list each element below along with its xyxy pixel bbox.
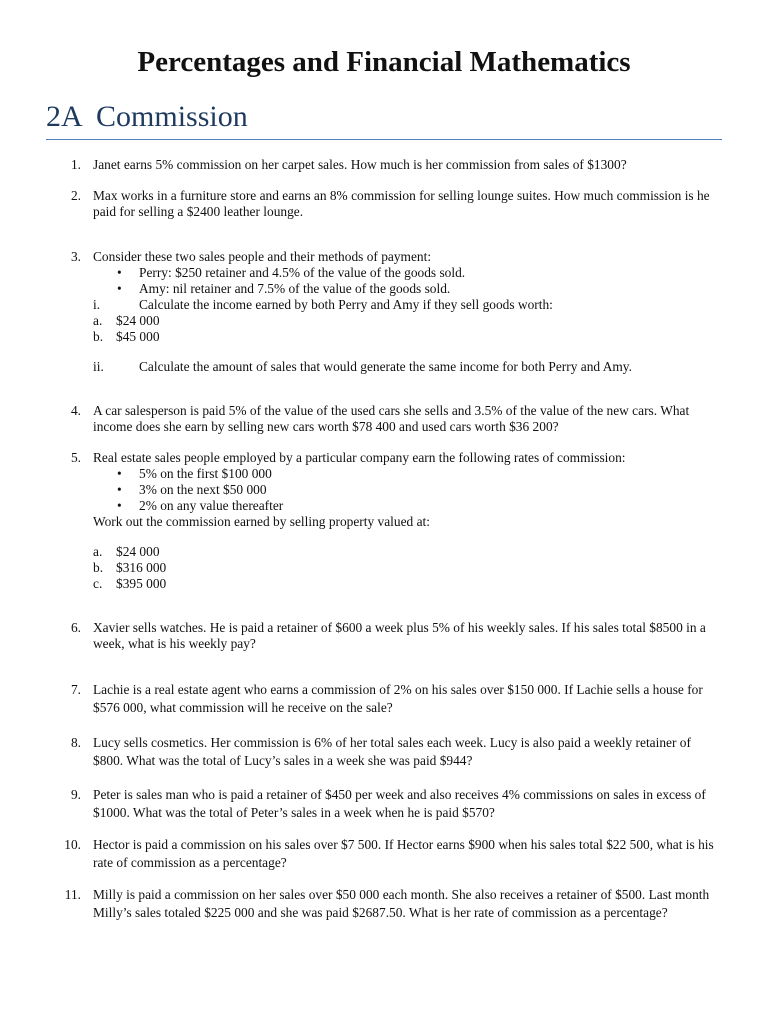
question-number: 10. [64,837,81,852]
item-label: b. [93,329,104,344]
question-number: 4. [70,403,81,418]
question-number: 2. [70,188,81,203]
item-text: $24 000 [116,313,160,328]
question-text: Consider these two sales people and their methods of payment: [93,249,432,264]
sub-part-ii [93,359,723,375]
bullet-item: • 2% on any value thereafter [93,498,723,514]
question-text: Real estate sales people employed by a particular company earn the following rates of commission: [93,450,626,465]
question-number: 1. [70,157,81,172]
question-number: 3. [70,249,81,264]
question-text: Xavier sells watches. He is paid a retainer of $600 a week plus 5% of his weekly sales. If his sales total $8500 in a week, what is his weekly pay? [93,620,706,651]
sub-part-label: ii. [93,359,104,374]
item-label: c. [93,576,103,591]
bullet-item: • Perry: $250 retainer and 4.5% of the value of the goods sold. [93,265,723,281]
answer-item [93,329,723,345]
item-text: $45 000 [116,329,160,344]
sub-part-label: i. [93,297,101,312]
answer-item [93,544,723,560]
question-text: Max works in a furniture store and earns an 8% commission for selling lounge suites. How much commission is he paid for selling a $2400 leather lounge. [93,188,710,219]
section-divider [46,139,722,140]
item-text: $395 000 [116,576,167,591]
bullet-item: • 3% on the next $50 000 [93,482,723,498]
question-text: Janet earns 5% commission on her carpet sales. How much is her commission from sales of $1300? [93,157,627,172]
sub-part-text: Calculate the amount of sales that would generate the same income for both Perry and Amy. [139,359,632,374]
question-text: A car salesperson is paid 5% of the value of the used cars she sells and 3.5% of the value of the new cars. What income does she earn by selling new cars worth $78 400 and used cars worth $36 200? [93,403,690,434]
question-number: 5. [70,450,81,465]
sub-part-text: Calculate the income earned by both Perry and Amy if they sell goods worth: [139,297,553,312]
section-title: 2A Commission [46,100,248,133]
question-text: Peter is sales man who is paid a retainer of $450 per week and also receives 4% commissions on sales in excess of $1000. What was the total of Peter’s sales in a week when he is paid $570? [93,787,706,820]
question-text: Milly is paid a commission on her sales over $50 000 each month. She also receives a retainer of $500. Last month Milly’s sales totaled $225 000 and she was paid $2687.50. What is her rate of commission as a percentage? [93,887,710,920]
question-number: 7. [70,682,81,697]
item-text: $316 000 [116,560,167,575]
question-instruction: Work out the commission earned by selling property valued at: [93,514,430,529]
answer-item [93,560,723,576]
page-title: Percentages and Financial Mathematics [137,46,631,78]
answer-item [93,313,723,329]
answer-item [93,576,723,592]
question-text: Lucy sells cosmetics. Her commission is 6% of her total sales each week. Lucy is also paid a weekly retainer of $800. What was the total of Lucy’s sales in a week she was paid $944? [93,735,691,768]
question-number: 8. [70,735,81,750]
item-label: b. [93,560,104,575]
question-number: 6. [70,620,81,635]
item-text: $24 000 [116,544,160,559]
bullet-item: • Amy: nil retainer and 7.5% of the value of the goods sold. [93,281,723,297]
bullet-item: • 5% on the first $100 000 [93,466,723,482]
question-text: Hector is paid a commission on his sales over $7 500. If Hector earns $900 when his sales total $22 500, what is his rate of commission as a percentage? [93,837,714,870]
item-label: a. [93,313,103,328]
item-label: a. [93,544,103,559]
question-number: 11. [64,887,81,902]
sub-part-i [93,297,723,313]
question-number: 9. [70,787,81,802]
question-text: Lachie is a real estate agent who earns a commission of 2% on his sales over $150 000. If Lachie sells a house for $576 000, what commission will he receive on the sale? [93,682,703,715]
